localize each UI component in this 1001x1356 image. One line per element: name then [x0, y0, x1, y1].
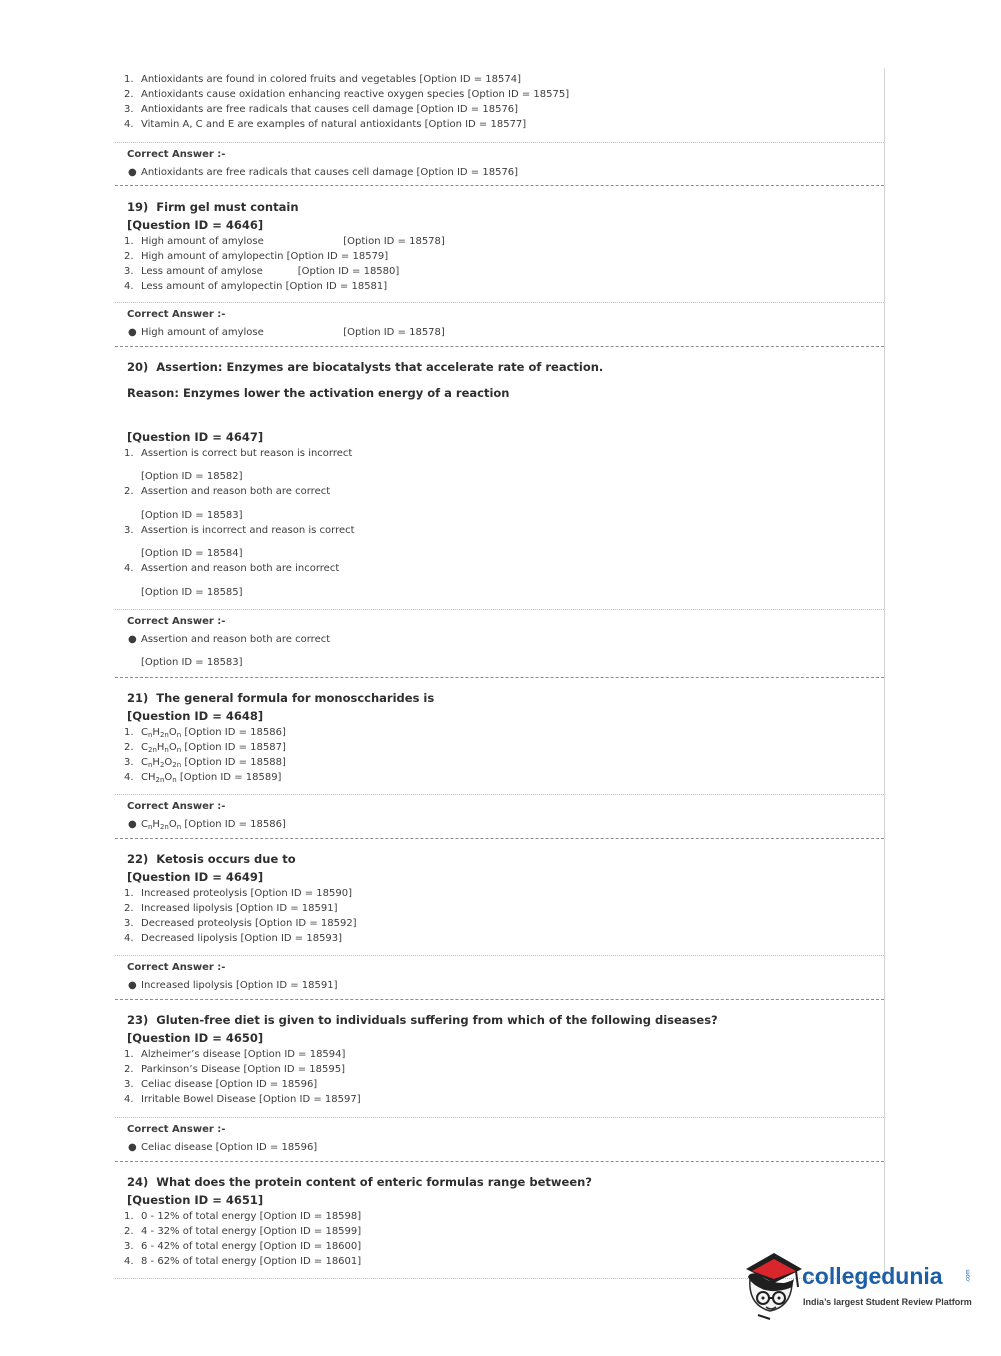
q20-option-4: 4. Assertion and reason both are incorrect — [124, 563, 340, 574]
q23-block — [115, 999, 884, 1118]
q18-option-2: 2. Antioxidants cause oxidation enhancing reactive oxygen species [Option ID = 18575] — [124, 89, 570, 100]
q22-option-4: 4. Decreased lipolysis [Option ID = 18593] — [124, 933, 343, 944]
q21-answer-block — [115, 794, 884, 839]
q18-option-3: 3. Antioxidants are free radicals that causes cell damage [Option ID = 18576] — [124, 104, 519, 115]
q21-title: 21) The general formula for monosccharides is — [127, 691, 435, 705]
bullet-icon: ● — [128, 167, 137, 178]
formula-cnh2non: $C_nH_{2n}O_n$ — [141, 819, 182, 831]
q20-block — [115, 346, 884, 610]
q21-option-2: 2. $C_{2n}H_nO_n$ [Option ID = 18587] — [124, 742, 286, 754]
q23-option-2: 2. Parkinson’s Disease [Option ID = 18595] — [124, 1064, 346, 1075]
q23-question-id: [Question ID = 4650] — [127, 1031, 264, 1045]
collegedunia-logo — [740, 1249, 970, 1321]
q24-option-1: 1. 0 - 12% of total energy [Option ID = 18598] — [124, 1211, 362, 1222]
q19-title: 19) Firm gel must contain — [127, 200, 299, 214]
q18-option-4: 4. Vitamin A, C and E are examples of natural antioxidants [Option ID = 18577] — [124, 119, 527, 130]
q20-option-2: 2. Assertion and reason both are correct — [124, 486, 331, 497]
bullet-icon: ● — [128, 980, 137, 991]
q22-correct-label: Correct Answer :- — [127, 962, 226, 973]
logo-wordmark: collegedunia — [802, 1263, 943, 1289]
q22-option-1: 1. Increased proteolysis [Option ID = 18590] — [124, 888, 353, 899]
q20-option-1: 1. Assertion is correct but reason is incorrect — [124, 448, 353, 459]
q22-option-3: 3. Decreased proteolysis [Option ID = 18592] — [124, 918, 357, 929]
q21-option-3: 3. $C_nH_2O_{2n}$ [Option ID = 18588] — [124, 757, 286, 769]
q22-correct-answer: ● Increased lipolysis [Option ID = 18591] — [128, 980, 338, 991]
q19-option-4: 4. Less amount of amylopectin [Option ID = 18581] — [124, 281, 388, 292]
q24-option-4: 4. 8 - 62% of total energy [Option ID = 18601] — [124, 1256, 362, 1267]
q22-block — [115, 838, 884, 956]
mascot-icon — [740, 1249, 802, 1321]
q20-correct-label: Correct Answer :- — [127, 616, 226, 627]
formula-cnh2o2n: $C_nH_2O_{2n}$ — [141, 757, 182, 769]
q21-option-4: 4. $CH_{2n}O_n$ [Option ID = 18589] — [124, 772, 282, 784]
q21-question-id: [Question ID = 4648] — [127, 709, 264, 723]
q20-reason: Reason: Enzymes lower the activation energy of a reaction — [127, 386, 510, 400]
q20-option-2-id: [Option ID = 18583] — [141, 510, 243, 521]
bullet-icon: ● — [128, 819, 137, 830]
bullet-icon: ● — [128, 1142, 137, 1153]
q20-question-id: [Question ID = 4647] — [127, 430, 264, 444]
q21-correct-answer: ● $C_nH_{2n}O_n$ [Option ID = 18586] — [128, 819, 286, 831]
bullet-icon: ● — [128, 634, 137, 645]
logo-dotcom: .com — [965, 1269, 972, 1283]
q21-block — [115, 677, 884, 795]
formula-cnh2non: $C_nH_{2n}O_n$ — [141, 727, 182, 739]
q20-title: 20) Assertion: Enzymes are biocatalysts that accelerate rate of reaction. — [127, 360, 604, 374]
q24-question-id: [Question ID = 4651] — [127, 1193, 264, 1207]
q20-correct-answer-id: [Option ID = 18583] — [141, 657, 243, 668]
q23-answer-block — [115, 1117, 884, 1162]
q19-correct-answer: ● High amount of amylose [Option ID = 18578] — [128, 327, 445, 338]
q19-option-2: 2. High amount of amylopectin [Option ID = 18579] — [124, 251, 389, 262]
q20-answer-block — [115, 609, 884, 678]
q23-title: 23) Gluten-free diet is given to individuals suffering from which of the following diseases? — [127, 1013, 718, 1027]
q23-option-3: 3. Celiac disease [Option ID = 18596] — [124, 1079, 318, 1090]
formula-c2nhnon: $C_{2n}H_nO_n$ — [141, 742, 182, 754]
q21-option-1: 1. $C_nH_{2n}O_n$ [Option ID = 18586] — [124, 727, 286, 739]
q19-option-3: 3. Less amount of amylose [Option ID = 18580] — [124, 266, 400, 277]
q23-correct-label: Correct Answer :- — [127, 1124, 226, 1135]
q18-correct-label: Correct Answer :- — [127, 149, 226, 160]
q22-answer-block — [115, 955, 884, 1000]
q24-title: 24) What does the protein content of enteric formulas range between? — [127, 1175, 592, 1189]
q18-option-1: 1. Antioxidants are found in colored fruits and vegetables [Option ID = 18574] — [124, 74, 521, 85]
q23-option-1: 1. Alzheimer’s disease [Option ID = 18594] — [124, 1049, 346, 1060]
q19-answer-block — [115, 302, 884, 347]
q22-title: 22) Ketosis occurs due to — [127, 852, 296, 866]
question-paper — [115, 68, 885, 1285]
q18-answer-block — [115, 142, 884, 186]
logo-tagline: India’s largest Student Review Platform — [803, 1297, 972, 1307]
q20-option-4-id: [Option ID = 18585] — [141, 587, 243, 598]
q18-options-block — [115, 68, 884, 143]
bullet-icon: ● — [128, 327, 137, 338]
q24-option-3: 3. 6 - 42% of total energy [Option ID = 18600] — [124, 1241, 362, 1252]
q20-option-3: 3. Assertion is incorrect and reason is correct — [124, 525, 355, 536]
q23-correct-answer: ● Celiac disease [Option ID = 18596] — [128, 1142, 318, 1153]
q22-question-id: [Question ID = 4649] — [127, 870, 264, 884]
q19-question-id: [Question ID = 4646] — [127, 218, 264, 232]
formula-ch2non: $CH_{2n}O_n$ — [141, 772, 177, 784]
q23-option-4: 4. Irritable Bowel Disease [Option ID = 18597] — [124, 1094, 361, 1105]
q19-block — [115, 185, 884, 303]
q19-correct-label: Correct Answer :- — [127, 309, 226, 320]
q19-option-1: 1. High amount of amylose [Option ID = 18578] — [124, 236, 445, 247]
q18-correct-answer: ● Antioxidants are free radicals that causes cell damage [Option ID = 18576] — [128, 167, 519, 178]
q20-correct-answer: ● Assertion and reason both are correct — [128, 634, 331, 645]
q20-option-1-id: [Option ID = 18582] — [141, 471, 243, 482]
q21-correct-label: Correct Answer :- — [127, 801, 226, 812]
q24-option-2: 2. 4 - 32% of total energy [Option ID = 18599] — [124, 1226, 362, 1237]
q22-option-2: 2. Increased lipolysis [Option ID = 18591] — [124, 903, 338, 914]
q20-option-3-id: [Option ID = 18584] — [141, 548, 243, 559]
